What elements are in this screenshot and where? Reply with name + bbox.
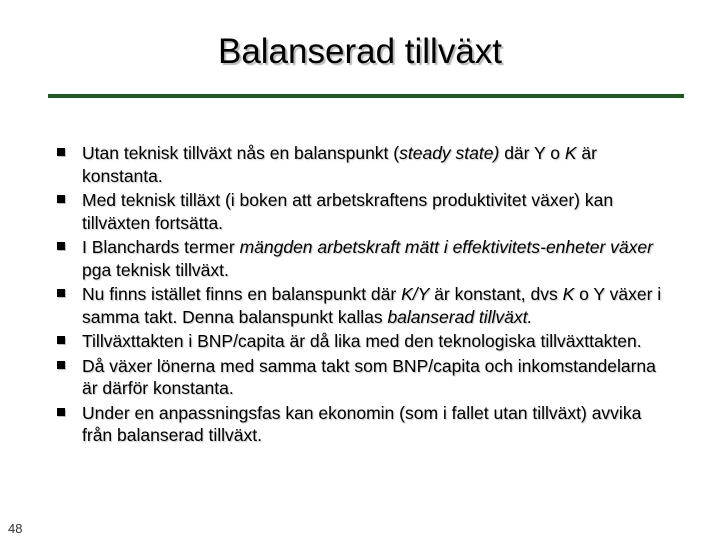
bullet-emphasis: K <box>564 143 577 163</box>
bullet-item <box>56 330 668 353</box>
square-bullet-icon <box>57 289 65 297</box>
bullet-emphasis: balanserad tillväxt. <box>387 306 533 327</box>
square-bullet-icon <box>57 361 65 369</box>
square-bullet-icon <box>57 195 65 203</box>
bullet-item <box>56 283 668 328</box>
bullet-text: Med teknisk tilläxt (i boken att arbetskraftens produktivitet växer) kan tillväxten fortsätta. <box>82 190 614 233</box>
bullet-item <box>56 402 668 447</box>
square-bullet-icon <box>57 408 65 416</box>
bullet-item <box>56 355 668 400</box>
bullet-text: Utan teknisk tillväxt nås en balanspunkt ( <box>82 143 400 163</box>
bullet-emphasis: mängden arbetskraft mätt i effektivitets-enheter växer <box>239 237 653 257</box>
bullet-text: Tillväxttakten i BNP/capita är då lika med den teknologiska tillväxttakten. <box>82 331 642 351</box>
slide-number: 48 <box>8 521 23 536</box>
square-bullet-icon <box>57 336 65 344</box>
bullet-emphasis: K/Y <box>401 284 430 304</box>
title-divider <box>48 94 684 98</box>
bullet-text: Under en anpassningsfas kan ekonomin (som i fallet utan tillväxt) avvika från balanserad tillväxt. <box>82 402 642 445</box>
bullet-item <box>56 189 668 234</box>
bullet-text: där Y o <box>499 143 565 163</box>
bullet-item <box>56 142 668 187</box>
bullet-text: pga teknisk tillväxt. <box>82 259 229 280</box>
bullet-item <box>56 236 668 281</box>
bullet-list <box>56 142 668 449</box>
bullet-text: Då växer lönerna med samma takt som BNP/capita och inkomstandelarna är därför konstanta. <box>82 355 656 398</box>
square-bullet-icon <box>57 242 65 250</box>
slide-title: Balanserad tillväxt <box>217 32 503 71</box>
bullet-emphasis: K <box>562 284 575 304</box>
bullet-text: är konstanta. <box>82 143 597 186</box>
bullet-text: Nu finns istället finns en balanspunkt där <box>82 284 402 304</box>
bullet-text: är konstant, dvs <box>429 284 563 304</box>
square-bullet-icon <box>57 148 65 156</box>
bullet-emphasis: steady state) <box>399 143 500 163</box>
bullet-text: o Y växer i samma takt. Denna balanspunkt kallas <box>82 284 662 327</box>
bullet-text: I Blanchards termer <box>82 237 240 257</box>
